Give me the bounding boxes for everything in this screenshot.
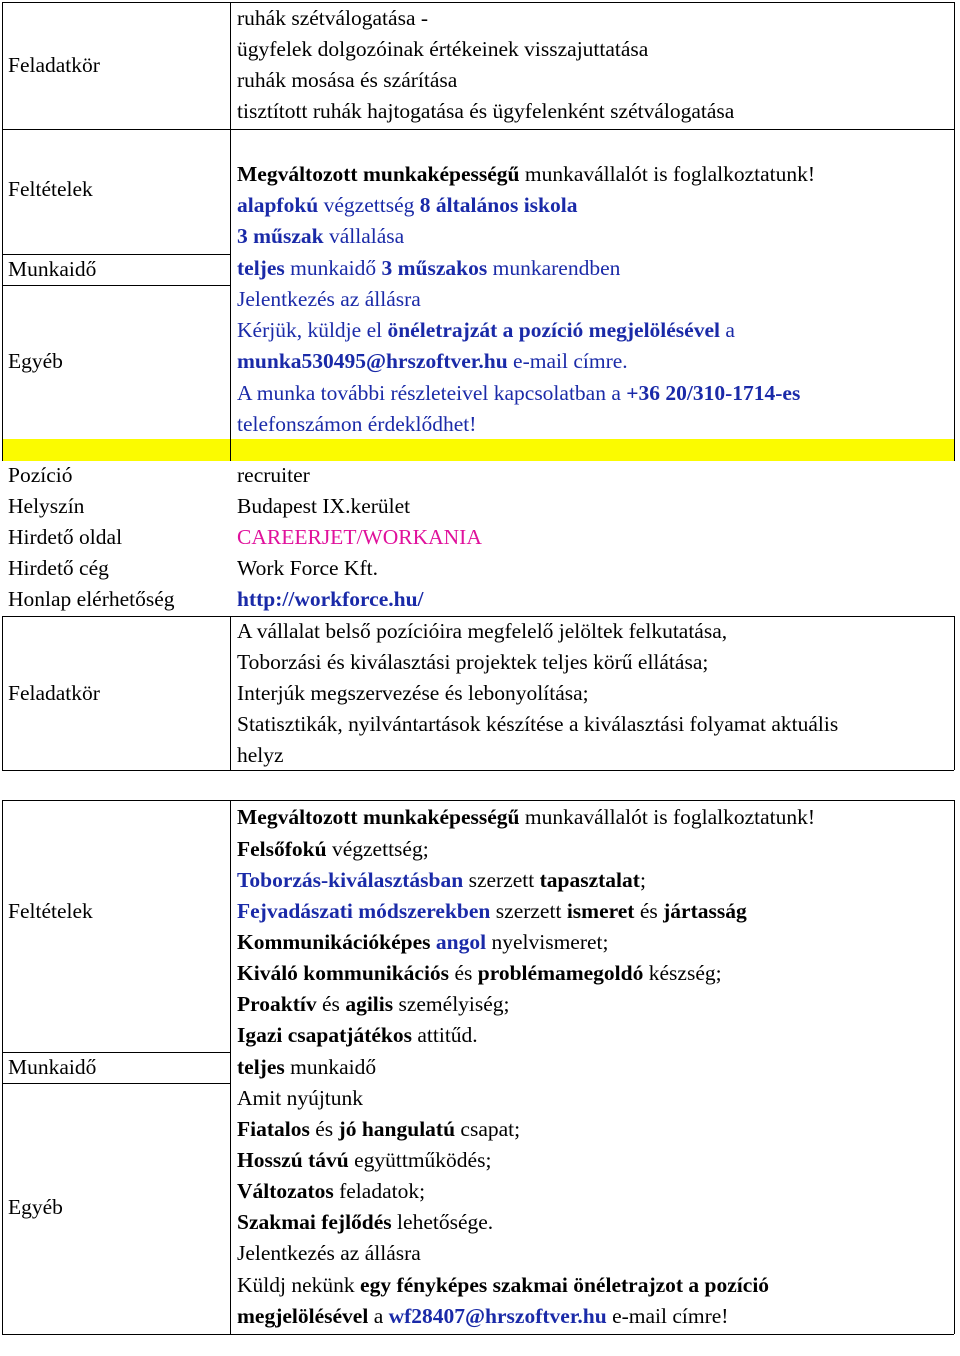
text: e-mail címre! [606, 1304, 729, 1328]
condition-line [237, 834, 429, 865]
column-divider [230, 2, 231, 439]
bold-text: jártasság [663, 899, 747, 923]
table-border-left [2, 616, 3, 770]
bold-text: Szakmai fejlődés [237, 1210, 392, 1234]
offer-line [237, 1145, 491, 1176]
label-munkaido: Munkaidő [8, 1055, 97, 1079]
condition-line [237, 865, 646, 896]
bold-text: Változatos [237, 1179, 334, 1203]
bold-text: Hosszú távú [237, 1148, 349, 1172]
bold-text: 3 műszak [237, 224, 324, 248]
location-value: Budapest IX.kerület [237, 494, 411, 518]
bold-text: megjelölésével [237, 1304, 369, 1328]
other-line [237, 378, 800, 409]
duty-line: ügyfelek dolgozóinak értékeinek visszajuttatása [237, 37, 649, 61]
text: feladatok; [333, 1179, 426, 1203]
email-link[interactable]: munka530495@hrszoftver.hu [237, 349, 508, 373]
condition-line [237, 1020, 478, 1051]
bold-text: Felsőfokú [237, 837, 327, 861]
bold-text: agilis [345, 992, 394, 1016]
label-honlap: Honlap elérhetőség [8, 587, 175, 611]
column-divider [230, 800, 231, 1334]
duty-line: ruhák szétválogatása - [237, 6, 429, 30]
text: végzettség [318, 193, 420, 217]
label-feladatkor: Feladatkör [8, 53, 100, 77]
bold-text: jó hangulatú [338, 1117, 456, 1141]
workhours-line [237, 1052, 376, 1083]
highlight-bar [2, 439, 954, 461]
text: nyelvismeret; [486, 930, 609, 954]
offer-line [237, 1176, 425, 1207]
row-divider [2, 285, 230, 286]
label-egyeb: Egyéb [8, 1195, 63, 1219]
text: A munka további részleteivel kapcsolatban a [237, 381, 627, 405]
bold-text: teljes [237, 256, 285, 280]
bold-text: Kiváló kommunikációs [237, 961, 450, 985]
offer-line [237, 1114, 520, 1145]
text: és [309, 1117, 339, 1141]
text: a [719, 318, 735, 342]
label-hirdeto-oldal: Hirdető oldal [8, 525, 123, 549]
label-feladatkor: Feladatkör [8, 681, 100, 705]
bold-text: 3 műszakos [381, 256, 488, 280]
website-link[interactable]: http://workforce.hu/ [237, 587, 424, 611]
text: szerzett [490, 899, 567, 923]
label-pozicio: Pozíció [8, 463, 73, 487]
table-border-top [2, 2, 954, 3]
other-line [237, 346, 628, 377]
label-munkaido: Munkaidő [8, 257, 97, 281]
text: munkavállalót is foglalkoztatunk! [519, 162, 816, 186]
table-border-right [954, 616, 955, 770]
other-line [237, 315, 735, 346]
phone-number: +36 20/310-1714-es [626, 381, 801, 405]
duty-line: A vállalat belső pozícióira megfelelő jelöltek felkutatása, [237, 619, 728, 643]
text: csapat; [455, 1117, 521, 1141]
text: attitűd. [411, 1023, 478, 1047]
text: munkaidő [284, 1055, 377, 1079]
table-border-right [954, 2, 955, 439]
text: együttműködés; [348, 1148, 492, 1172]
condition-line [237, 896, 747, 927]
row-divider [2, 800, 954, 801]
text: a [368, 1304, 389, 1328]
table-border-right [954, 439, 955, 461]
label-helyszin: Helyszín [8, 494, 85, 518]
advertiser-company-value: Work Force Kft. [237, 556, 378, 580]
bold-text: angol [435, 930, 487, 954]
duty-line: tisztított ruhák hajtogatása és ügyfelenként szétválogatása [237, 99, 735, 123]
label-feltetelek: Feltételek [8, 177, 93, 201]
duty-line: Interjúk megszervezése és lebonyolítása; [237, 681, 589, 705]
other-line: telefonszámon érdeklődhet! [237, 412, 477, 436]
condition-line [237, 190, 577, 221]
apply-line [237, 1301, 728, 1332]
condition-line [237, 802, 815, 833]
workhours-line [237, 253, 620, 284]
bold-text: Fiatalos [237, 1117, 310, 1141]
column-divider [230, 616, 231, 770]
text: és [634, 899, 664, 923]
row-divider [230, 129, 954, 130]
duty-line: helyz [237, 743, 284, 767]
column-divider [230, 439, 231, 461]
table-border-left [2, 800, 3, 1334]
apply-line [237, 1270, 769, 1301]
label-hirdeto-ceg: Hirdető cég [8, 556, 109, 580]
text: Küldj nekünk [237, 1273, 361, 1297]
bold-text: 8 általános iskola [419, 193, 578, 217]
apply-heading: Jelentkezés az állásra [237, 287, 421, 311]
text: végzettség; [326, 837, 429, 861]
bold-text: alapfokú [237, 193, 319, 217]
text: személyiség; [393, 992, 510, 1016]
row-divider [2, 770, 954, 771]
condition-line [237, 159, 815, 190]
bold-text: Proaktív [237, 992, 317, 1016]
text: munkavállalót is foglalkoztatunk! [519, 805, 816, 829]
advertiser-site-value: CAREERJET/WORKANIA [237, 525, 482, 549]
offer-line [237, 1207, 493, 1238]
table-border-right [954, 800, 955, 1334]
text: ; [639, 868, 646, 892]
email-link[interactable]: wf28407@hrszoftver.hu [388, 1304, 607, 1328]
bold-text: teljes [237, 1055, 285, 1079]
label-feltetelek: Feltételek [8, 899, 93, 923]
condition-line [237, 989, 510, 1020]
text: készség; [643, 961, 722, 985]
bold-text: ismeret [566, 899, 635, 923]
bold-text: Fejvadászati módszerekben [237, 899, 491, 923]
duty-line: Toborzási és kiválasztási projektek teljes körű ellátása; [237, 650, 709, 674]
position-value: recruiter [237, 463, 310, 487]
text: vállalása [323, 224, 405, 248]
row-divider [2, 129, 230, 130]
offer-heading: Amit nyújtunk [237, 1086, 364, 1110]
text: munkaidő [284, 256, 382, 280]
duty-line: ruhák mosása és szárítása [237, 68, 458, 92]
label-egyeb: Egyéb [8, 349, 63, 373]
bold-text: Megváltozott munkaképességű [237, 805, 520, 829]
condition-line [237, 958, 722, 989]
text: és [316, 992, 346, 1016]
table-border-left [2, 2, 3, 439]
table-border-left [2, 439, 3, 461]
row-divider [2, 1083, 230, 1084]
text: lehetősége. [391, 1210, 494, 1234]
condition-line [237, 927, 609, 958]
bold-text: problémamegoldó [477, 961, 644, 985]
bold-text: Kommunikációképes [237, 930, 431, 954]
table-border-bottom [2, 1334, 954, 1335]
text: Kérjük, küldje el [237, 318, 388, 342]
condition-line [237, 221, 404, 252]
bold-text: egy fényképes szakmai önéletrajzot a pozíció [360, 1273, 770, 1297]
duty-line: Statisztikák, nyilvántartások készítése a kiválasztási folyamat aktuális [237, 712, 839, 736]
bold-text: önéletrajzát a pozíció megjelölésével [387, 318, 720, 342]
bold-text: Igazi csapatjátékos [237, 1023, 412, 1047]
bold-text: tapasztalat [539, 868, 640, 892]
bold-text: Megváltozott munkaképességű [237, 162, 520, 186]
apply-heading: Jelentkezés az állásra [237, 1241, 421, 1265]
text: szerzett [463, 868, 540, 892]
bold-text: Toborzás-kiválasztásban [237, 868, 464, 892]
text: és [449, 961, 478, 985]
text: munkarendben [487, 256, 621, 280]
text: e-mail címre. [507, 349, 628, 373]
